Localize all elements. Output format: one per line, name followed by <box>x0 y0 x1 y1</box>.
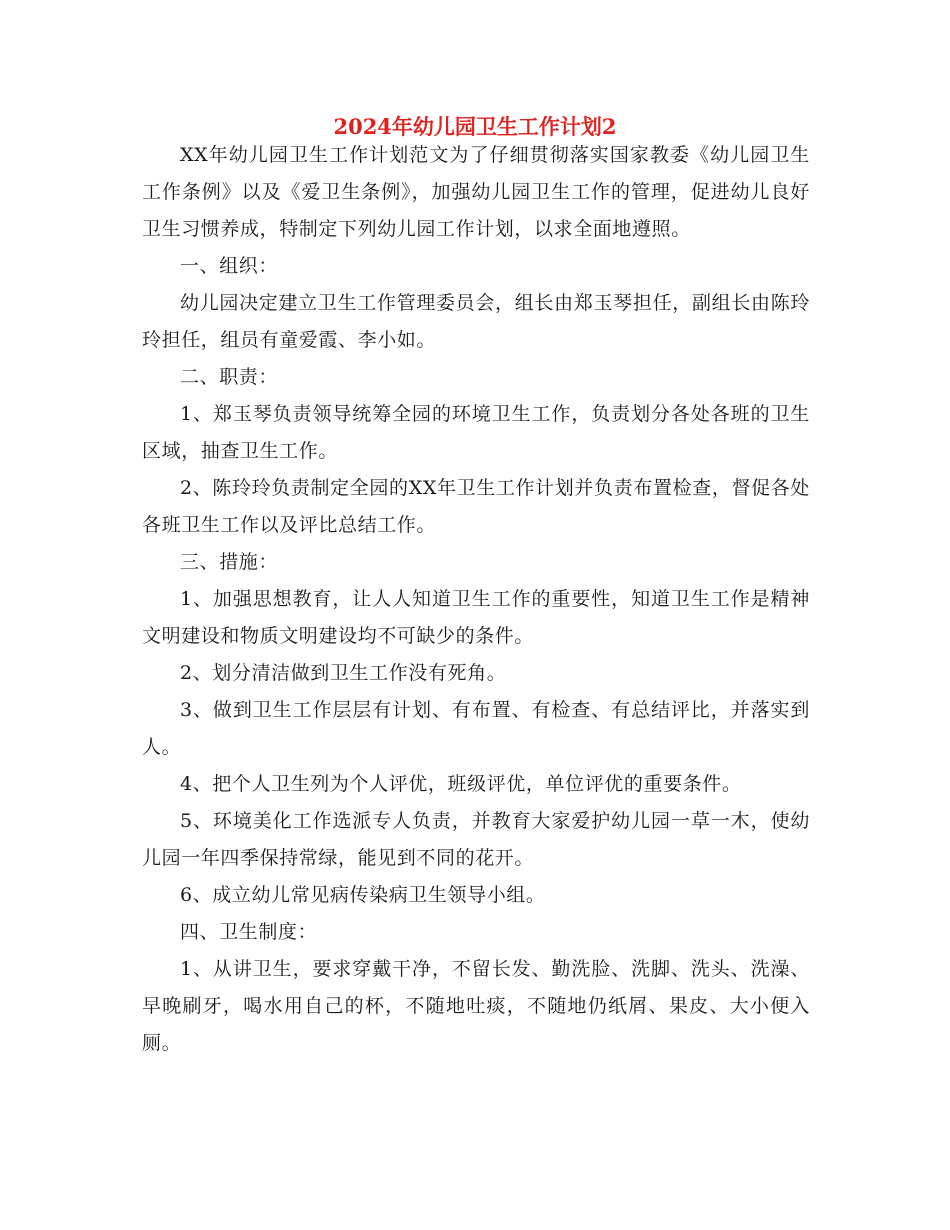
paragraph-duty-1: 1、郑玉琴负责领导统筹全园的环境卫生工作，负责划分各处各班的卫生区域，抽查卫生工作。 <box>142 403 810 462</box>
section-heading-measures: 三、措施： <box>180 551 279 573</box>
paragraph-measure-2: 2、划分清洁做到卫生工作没有死角。 <box>180 662 507 684</box>
section-heading-duties: 二、职责： <box>180 366 279 388</box>
paragraph-measure-5: 5、环境美化工作选派专人负责，并教育大家爱护幼儿园一草一木，使幼儿园一年四季保持常绿，能见到不同的花开。 <box>142 810 810 869</box>
paragraph-intro: XX年幼儿园卫生工作计划范文为了仔细贯彻落实国家教委《幼儿园卫生工作条例》以及《爱卫生条例》，加强幼儿园卫生工作的管理，促进幼儿良好卫生习惯养成，特制定下列幼儿园工作计划，以求全面地遵照。 <box>142 144 810 240</box>
paragraph-organization: 幼儿园决定建立卫生工作管理委员会，组长由郑玉琴担任，副组长由陈玲玲担任，组员有童爱霞、李小如。 <box>142 292 810 351</box>
document-body <box>142 137 810 1062</box>
document-title: 2024年幼儿园卫生工作计划2 <box>333 114 617 139</box>
paragraph-measure-3: 3、做到卫生工作层层有计划、有布置、有检查、有总结评比，并落实到人。 <box>142 699 810 758</box>
section-heading-organization: 一、组织： <box>180 255 279 277</box>
paragraph-measure-1: 1、加强思想教育，让人人知道卫生工作的重要性，知道卫生工作是精神文明建设和物质文明建设均不可缺少的条件。 <box>142 588 810 647</box>
paragraph-duty-2: 2、陈玲玲负责制定全园的XX年卫生工作计划并负责布置检查，督促各处各班卫生工作以及评比总结工作。 <box>142 477 810 536</box>
paragraph-measure-6: 6、成立幼儿常见病传染病卫生领导小组。 <box>180 884 546 906</box>
paragraph-measure-4: 4、把个人卫生列为个人评优，班级评优，单位评优的重要条件。 <box>180 773 742 795</box>
paragraph-rule-1: 1、从讲卫生，要求穿戴干净，不留长发、勤洗脸、洗脚、洗头、洗澡、早晚刷牙，喝水用自己的杯，不随地吐痰，不随地仍纸屑、果皮、大小便入厕。 <box>142 958 810 1054</box>
section-heading-hygiene-rules: 四、卫生制度： <box>180 921 318 943</box>
